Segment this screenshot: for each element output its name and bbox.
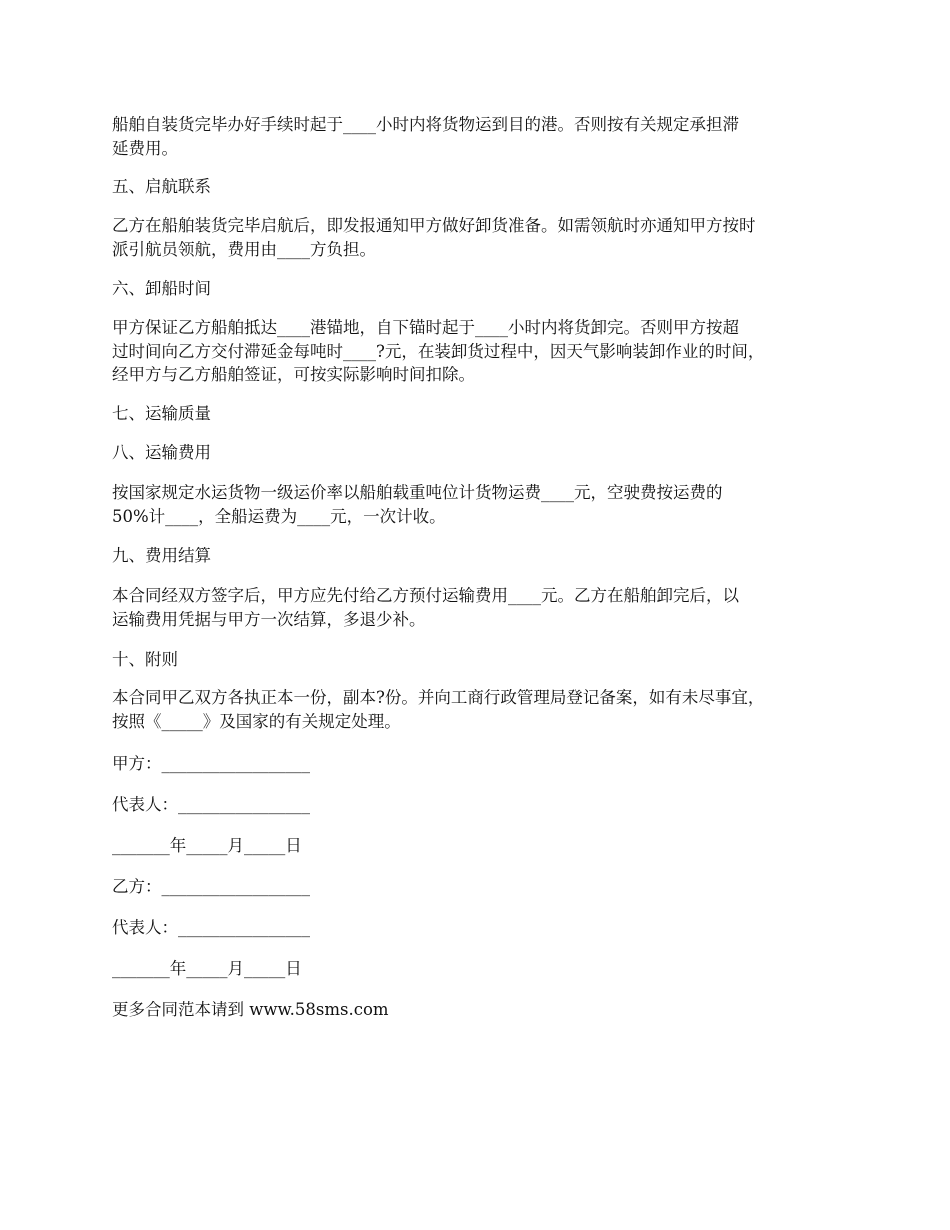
text-line: 按国家规定水运货物一级运价率以船舶载重吨位计货物运费____元，空驶费按运费的 (112, 483, 723, 502)
signature-representative-a: 代表人：________________ (112, 795, 310, 814)
text-line: 延费用。 (112, 138, 178, 158)
section-heading-10: 十、附则 (112, 650, 178, 669)
text-line: 船舶自装货完毕办好手续时起于____小时内将货物运到目的港。否则按有关规定承担滞 (112, 115, 739, 134)
signature-date-b: _______年_____月_____日 (112, 959, 302, 978)
text-line: 本合同甲乙双方各执正本一份，副本?份。并向工商行政管理局登记备案，如有未尽事宜， (112, 688, 765, 707)
section-heading-7: 七、运输质量 (112, 404, 211, 423)
text-line: 运输费用凭据与甲方一次结算，多退少补。 (112, 609, 426, 629)
paragraph-delivery-time (112, 113, 832, 160)
section-heading-9: 九、费用结算 (112, 546, 211, 565)
text-line: 甲方保证乙方船舶抵达____港锚地，自下锚时起于____小时内将货卸完。否则甲方按超 (112, 318, 739, 337)
paragraph-supplementary (112, 686, 832, 733)
paragraph-departure-contact (112, 214, 832, 261)
section-heading-5: 五、启航联系 (112, 177, 211, 196)
text-line: 按照《_____》及国家的有关规定处理。 (112, 711, 401, 731)
text-line: 乙方在船舶装货完毕启航后，即发报通知甲方做好卸货准备。如需领航时亦通知甲方按时 (112, 216, 756, 235)
footer-more-templates: 更多合同范本请到 www.58sms.com (112, 1000, 389, 1019)
text-line: 经甲方与乙方船舶签证，可按实际影响时间扣除。 (112, 365, 475, 384)
text-line: 派引航员领航，费用由____方负担。 (112, 239, 376, 259)
section-heading-8: 八、运输费用 (112, 443, 211, 462)
paragraph-freight-cost (112, 481, 832, 528)
text-line: 50%计____，全船运费为____元，一次计收。 (112, 506, 446, 526)
section-heading-6: 六、卸船时间 (112, 279, 211, 298)
text-line: 本合同经双方签字后，甲方应先付给乙方预付运输费用____元。乙方在船舶卸完后，以 (112, 586, 739, 605)
signature-date-a: _______年_____月_____日 (112, 836, 302, 855)
signature-party-a: 甲方：__________________ (112, 754, 310, 773)
signature-party-b: 乙方：__________________ (112, 877, 310, 896)
signature-representative-b: 代表人：________________ (112, 918, 310, 937)
paragraph-unloading-time (112, 316, 832, 387)
paragraph-settlement (112, 584, 832, 631)
text-line: 过时间向乙方交付滞延金每吨时____?元，在装卸货过程中，因天气影响装卸作业的时间， (112, 341, 765, 361)
